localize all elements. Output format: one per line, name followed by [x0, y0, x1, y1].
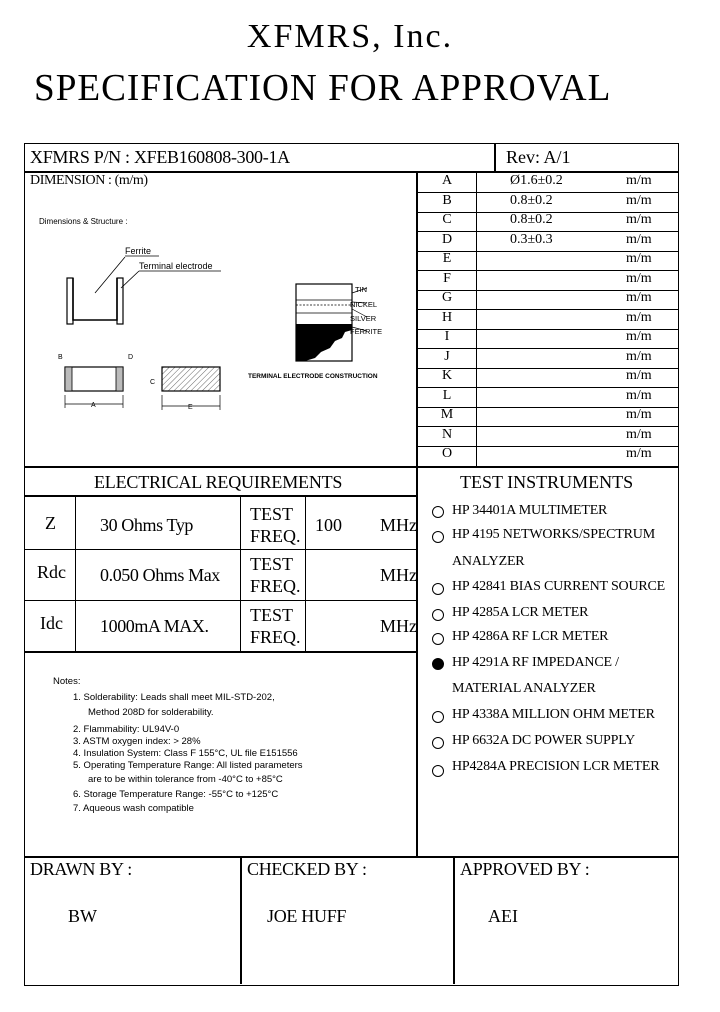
elec-test-label: TEST [250, 504, 293, 524]
dimension-label: DIMENSION : (m/m) [30, 173, 148, 188]
dimension-letter: L [442, 388, 452, 403]
dimension-letter: F [443, 271, 451, 286]
instrument-label: HP 4195 NETWORKS/SPECTRUM [452, 527, 655, 542]
elec-row-divider-3 [25, 651, 417, 653]
elec-test-label: TEST [250, 605, 293, 625]
approved-by-label: APPROVED BY : [460, 859, 590, 879]
dimension-row [418, 309, 678, 330]
approved-by-value: AEI [488, 906, 518, 926]
instrument-radio[interactable] [432, 711, 444, 723]
instrument-label: HP 6632A DC POWER SUPPLY [452, 733, 636, 748]
dimension-value: 0.8±0.2 [510, 212, 553, 227]
dim-letter-e: E [188, 404, 193, 411]
dimension-letter: I [444, 329, 450, 344]
dimension-row [418, 348, 678, 369]
elec-freq-unit: MHz [380, 565, 417, 585]
instrument-label: MATERIAL ANALYZER [452, 681, 596, 696]
signoff-top-border [25, 856, 678, 858]
dimension-unit: m/m [626, 388, 652, 403]
part-number: XFMRS P/N : XFEB160808-300-1A [30, 147, 290, 167]
dimension-row [418, 211, 678, 232]
elec-freq-label: FREQ. [250, 526, 301, 546]
dimension-unit: m/m [626, 310, 652, 325]
elec-col-divider-2 [240, 496, 241, 652]
layer-ferrite: FERRITE [350, 327, 383, 336]
elec-param: Idc [40, 613, 63, 633]
pn-rev-divider [494, 144, 496, 172]
dimension-letter: J [444, 349, 450, 364]
instrument-label: HP 4286A RF LCR METER [452, 629, 609, 644]
dimension-unit: m/m [626, 212, 652, 227]
dimension-unit: m/m [626, 329, 652, 344]
dimension-unit: m/m [626, 427, 652, 442]
instrument-radio[interactable] [432, 765, 444, 777]
elec-freq-unit: MHz [380, 515, 417, 535]
dimension-letter: N [441, 427, 453, 442]
note-line: 4. Insulation System: Class F 155°C, UL file E151556 [73, 748, 298, 759]
dimension-unit: m/m [626, 232, 652, 247]
signoff-divider-2 [453, 857, 455, 984]
instrument-label: HP 4291A RF IMPEDANCE / [452, 655, 619, 670]
electrical-title: ELECTRICAL REQUIREMENTS [94, 472, 343, 492]
dimension-row [418, 406, 678, 427]
dimension-row [418, 426, 678, 447]
elec-row-divider-1 [25, 549, 417, 550]
dimension-row [418, 172, 678, 193]
dimension-unit: m/m [626, 251, 652, 266]
dimension-unit: m/m [626, 271, 652, 286]
drawn-by-label: DRAWN BY : [30, 859, 132, 879]
elec-col-divider-1 [75, 496, 76, 652]
dimension-letter: E [442, 251, 452, 266]
instrument-label: HP 4285A LCR METER [452, 605, 589, 620]
note-line: 6. Storage Temperature Range: -55°C to +125°C [73, 789, 279, 800]
elec-param: Z [45, 513, 56, 533]
dimension-letter: O [441, 446, 453, 461]
notes-title: Notes: [53, 676, 81, 687]
construction-label: TERMINAL ELECTRODE CONSTRUCTION [248, 373, 378, 380]
dimension-unit: m/m [626, 349, 652, 364]
dimension-value: 0.3±0.3 [510, 232, 553, 247]
instrument-label: ANALYZER [452, 554, 525, 569]
signoff-divider-1 [240, 857, 242, 984]
dimension-unit: m/m [626, 407, 652, 422]
elec-value: 30 Ohms Typ [100, 515, 194, 535]
component-structure-diagram [25, 200, 415, 465]
instrument-radio[interactable] [432, 609, 444, 621]
dimension-row [418, 250, 678, 271]
dimension-letter: A [441, 173, 453, 188]
dimension-row [418, 289, 678, 310]
dimension-letter: H [441, 310, 453, 325]
dimension-unit: m/m [626, 446, 652, 461]
note-line: 5. Operating Temperature Range: All listed parameters [73, 760, 303, 771]
dim-letter-d: D [128, 354, 134, 361]
instrument-label: HP 4338A MILLION OHM METER [452, 707, 655, 722]
page-title: SPECIFICATION FOR APPROVAL [34, 67, 612, 109]
instrument-label: HP 42841 BIAS CURRENT SOURCE [452, 579, 665, 594]
dimension-row [418, 445, 678, 465]
instrument-radio[interactable] [432, 633, 444, 645]
elec-test-label: TEST [250, 554, 293, 574]
dimension-drawing [25, 200, 415, 465]
dimension-row [418, 328, 678, 349]
company-name: XFMRS, Inc. [246, 18, 454, 55]
dimension-row [418, 387, 678, 408]
elec-freq-label: FREQ. [250, 627, 301, 647]
layer-tin: TIN [355, 285, 368, 294]
checked-by-label: CHECKED BY : [247, 859, 367, 879]
elec-freq-value: 100 [315, 515, 342, 535]
elec-value: 0.050 Ohms Max [100, 565, 220, 585]
elec-col-divider-3 [305, 496, 306, 652]
section-divider-dimension [25, 466, 678, 468]
dimension-letter: K [441, 368, 453, 383]
note-line: are to be within tolerance from -40°C to +85°C [88, 774, 283, 785]
note-line: 2. Flammability: UL94V-0 [73, 724, 180, 735]
instruments-title: TEST INSTRUMENTS [460, 472, 634, 492]
dimension-row [418, 270, 678, 291]
instrument-radio[interactable] [432, 506, 444, 518]
dim-letter-c: C [150, 379, 156, 386]
dim-letter-a: A [91, 402, 96, 409]
elec-value: 1000mA MAX. [100, 616, 209, 636]
note-line: 7. Aqueous wash compatible [73, 803, 194, 814]
dimension-unit: m/m [626, 368, 652, 383]
dimension-value: 0.8±0.2 [510, 193, 553, 208]
structure-title: Dimensions & Structure : [39, 217, 128, 226]
electrical-header-bottom [25, 495, 417, 497]
instrument-radio-selected[interactable] [432, 658, 444, 670]
dimension-row [418, 231, 678, 252]
revision: Rev: A/1 [506, 147, 571, 167]
elec-freq-unit: MHz [380, 616, 417, 636]
checked-by-value: JOE HUFF [267, 906, 347, 926]
note-line: 3. ASTM oxygen index: > 28% [73, 736, 201, 747]
dimension-letter: B [442, 193, 452, 208]
dimension-unit: m/m [626, 290, 652, 305]
dimension-letter: C [442, 212, 452, 227]
layer-nickel: NICKEL [350, 300, 378, 309]
dimension-letter: M [440, 407, 454, 422]
dimension-row [418, 367, 678, 388]
drawn-by-value: BW [68, 906, 97, 926]
ferrite-label: Ferrite [125, 246, 152, 256]
dimension-row [418, 192, 678, 213]
terminal-label: Terminal electrode [139, 261, 213, 271]
instrument-radio[interactable] [432, 531, 444, 543]
instrument-label: HP4284A PRECISION LCR METER [452, 759, 660, 774]
dim-letter-b: B [58, 354, 63, 361]
instrument-radio[interactable] [432, 583, 444, 595]
elec-row-divider-2 [25, 600, 417, 601]
instrument-radio[interactable] [432, 737, 444, 749]
dimension-letter: G [441, 290, 453, 305]
elec-freq-label: FREQ. [250, 576, 301, 596]
dimension-letter: D [441, 232, 453, 247]
instrument-label: HP 34401A MULTIMETER [452, 503, 608, 518]
dimension-unit: m/m [626, 193, 652, 208]
layer-silver: SILVER [350, 314, 377, 323]
note-line: 1. Solderability: Leads shall meet MIL-STD-202, [73, 692, 275, 703]
note-line: Method 208D for solderability. [88, 707, 214, 718]
dimension-unit: m/m [626, 173, 652, 188]
dimension-value: Ø1.6±0.2 [510, 173, 563, 188]
elec-param: Rdc [37, 562, 66, 582]
